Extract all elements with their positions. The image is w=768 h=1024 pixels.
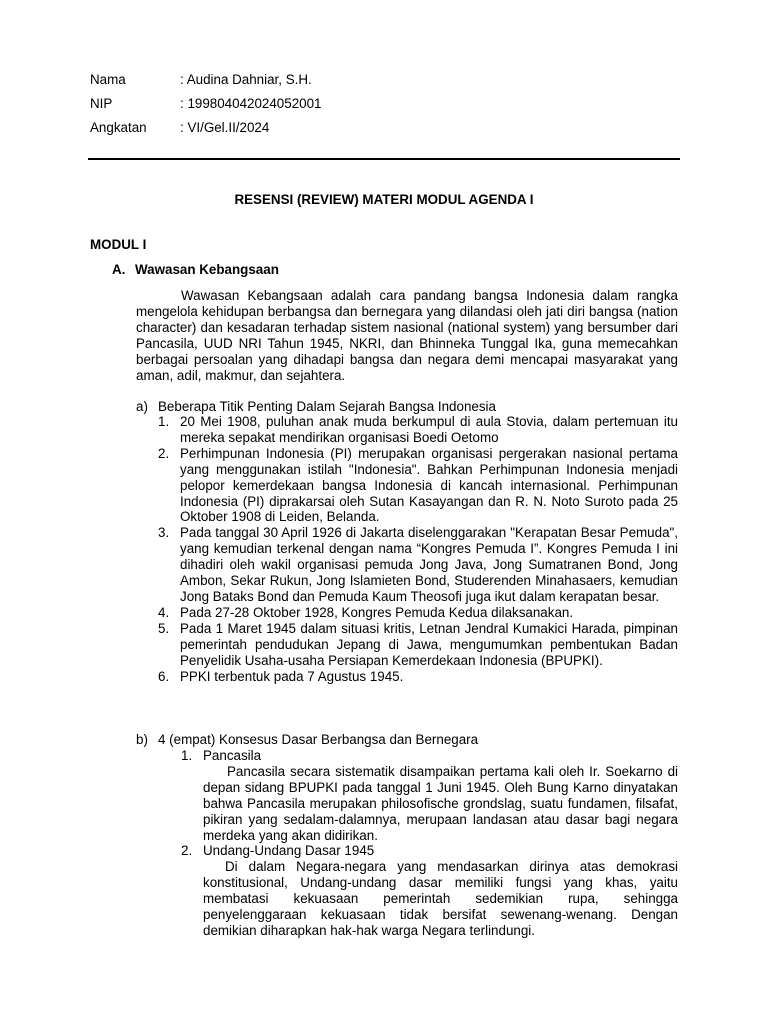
list-item (158, 446, 678, 526)
header-value: : Audina Dahniar, S.H. (180, 72, 312, 87)
subsection-a-heading (136, 399, 496, 415)
subsection-title: Beberapa Titik Penting Dalam Sejarah Bangsa Indonesia (158, 399, 496, 414)
item-paragraph: Di dalam Negara-negara yang mendasarkan dirinya atas demokrasi konstitusional, Undang-undang dasar memiliki fungsi yang khas, yaitu membatasi kekuasaan pemerintah sedemikian rupa, sehingga penyelenggaraan kekuasaan tidak bersifat sewenang-wenang. Dengan demikian diharapkan hak-hak warga Negara terlindungi. (203, 859, 678, 938)
list-item (158, 621, 678, 669)
item-text: Perhimpunan Indonesia (PI) merupakan organisasi pergerakan nasional pertama yang menggunakan istilah "Indonesia". Bahkan Perhimpunan Indonesia menjadi pelopor kemerdekaan bangsa Indonesia di kancah internasional. Perhimpunan Indonesia (PI) diprakarsai oleh Sutan Kasayangan dan R. N. Noto Suroto pada 25 Oktober 1908 di Leiden, Belanda. (180, 445, 678, 525)
item-number: 1. (181, 748, 193, 763)
item-number: 3. (158, 525, 170, 541)
header-value: : 199804042024052001 (180, 96, 322, 111)
item-number: 4. (158, 604, 170, 620)
subsection-marker: a) (136, 399, 148, 414)
item-text: Pada tanggal 30 April 1926 di Jakarta diselenggarakan "Kerapatan Besar Pemuda", yang kemudian terkenal dengan nama “Kongres Pemuda I”. Kongres Pemuda I ini dihadiri oleh wakil organisasi pemuda Jong Java, Jong Sumatranen Bond, Jong Ambon, Sekar Rukun, Jong Islamieten Bond, Studerenden Minahasaers, kemudian Jong Bataks Bond dan Pemuda Kaum Theosofi juga ikut dalam kerapatan besar. (180, 525, 678, 604)
history-list (158, 414, 678, 684)
item-number: 1. (158, 414, 170, 429)
list-item (158, 414, 678, 446)
header-label: NIP (90, 96, 113, 111)
list-item (181, 843, 678, 859)
subsection-marker: b) (136, 732, 148, 747)
section-marker: A. (112, 262, 126, 277)
subsection-title: 4 (empat) Konsesus Dasar Berbangsa dan Bernegara (158, 732, 479, 747)
item-title: Pancasila (203, 748, 262, 763)
header-value: : VI/Gel.II/2024 (180, 120, 270, 135)
section-a-intro (136, 288, 678, 383)
item-text: PPKI terbentuk pada 7 Agustus 1945. (180, 668, 404, 684)
consensus-list (181, 748, 678, 939)
list-item (158, 605, 678, 621)
item-text: 20 Mei 1908, puluhan anak muda berkumpul di aula Stovia, dalam pertemuan itu mereka sepakat mendirikan organisasi Boedi Oetomo (180, 414, 678, 445)
list-item (181, 748, 678, 764)
item-number: 5. (158, 620, 170, 636)
section-title: Wawasan Kebangsaan (135, 262, 279, 277)
header-label: Nama (90, 72, 126, 87)
item-title: Undang-Undang Dasar 1945 (203, 843, 375, 859)
item-number: 2. (158, 445, 170, 461)
header-divider (88, 158, 680, 160)
item-text: Pada 1 Maret 1945 dalam situasi kritis, Letnan Jendral Kumakici Harada, pimpinan pemerintah pendudukan Jepang di Jawa, mengumumkan pembentukan Badan Penyelidik Usaha-usaha Persiapan Kemerdekaan Indonesia (BPUPKI). (180, 620, 678, 668)
section-a-heading (112, 262, 279, 277)
modul-heading: MODUL I (90, 237, 147, 252)
item-text: Pada 27-28 Oktober 1928, Kongres Pemuda Kedua dilaksanakan. (180, 604, 574, 620)
header-label: Angkatan (90, 120, 147, 135)
intro-paragraph: Wawasan Kebangsaan adalah cara pandang bangsa Indonesia dalam rangka mengelola kehidupan berbangsa dan bernegara yang dilandasi oleh jati diri bangsa (nation character) dan kesadaran terhadap sistem nasional (national system) yang bersumber dari Pancasila, UUD NRI Tahun 1945, NKRI, dan Bhinneka Tunggal Ika, guna memecahkan berbagai persoalan yang dihadapi bangsa dan negara demi mencapai masyarakat yang aman, adil, makmur, dan sejahtera. (136, 288, 678, 383)
document-title: RESENSI (REVIEW) MATERI MODUL AGENDA I (234, 192, 534, 207)
item-number: 2. (181, 843, 193, 859)
list-item (158, 525, 678, 605)
item-number: 6. (158, 668, 170, 684)
list-item (158, 669, 678, 685)
subsection-b-heading (136, 732, 478, 748)
item-paragraph: Pancasila secara sistematik disampaikan pertama kali oleh Ir. Soekarno di depan sidang BPUPKI pada tanggal 1 Juni 1945. Oleh Bung Karno dinyatakan bahwa Pancasila merupakan philosofische grondslag, suatu fundamen, filsafat, pikiran yang sedalam-dalamnya, merupaan landasan atau dasar bagi negara merdeka yang akan didirikan. (203, 763, 678, 843)
